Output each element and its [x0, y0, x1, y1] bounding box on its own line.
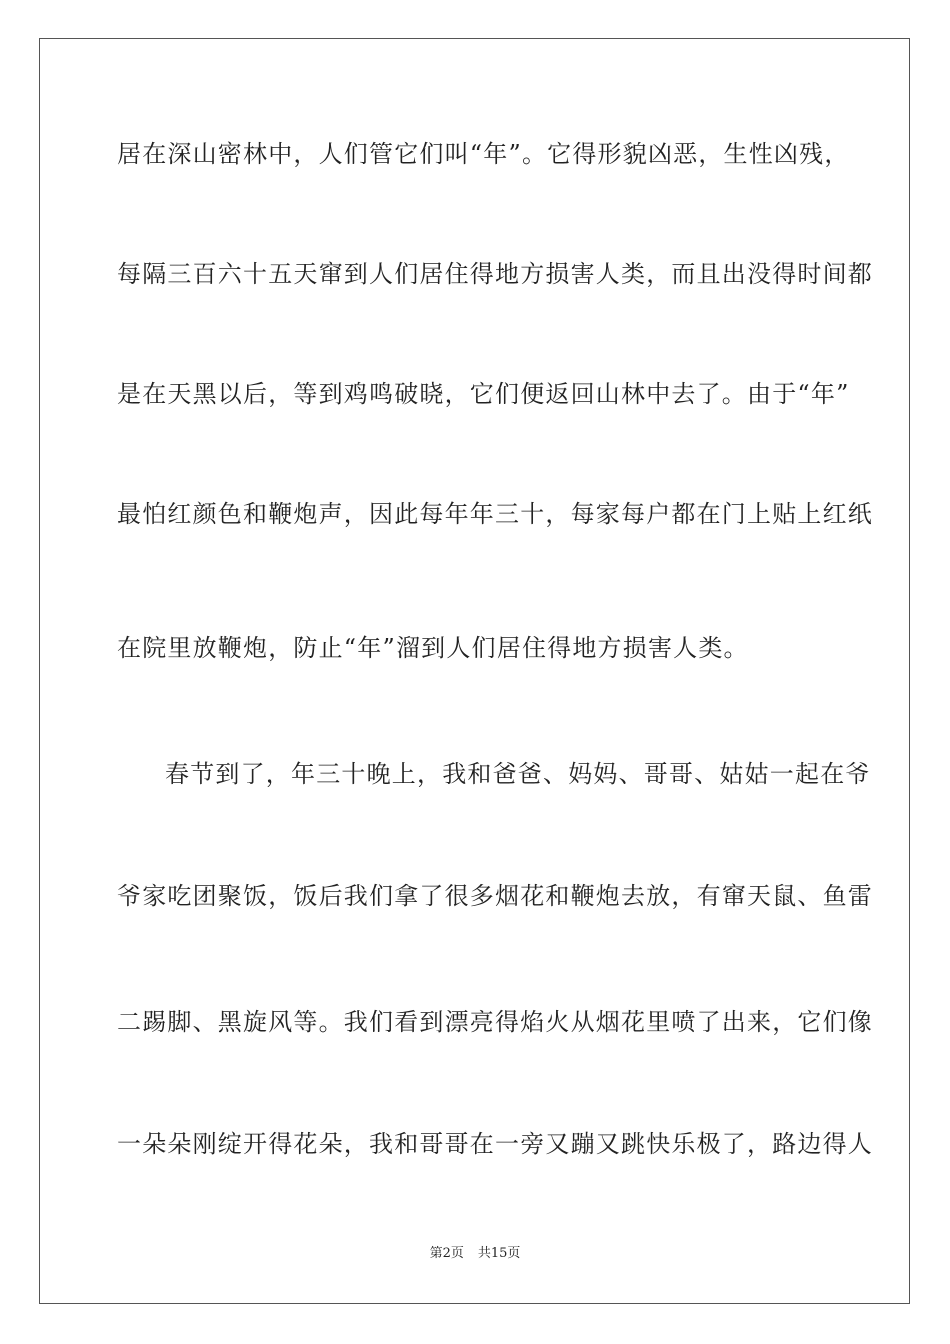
page-footer	[0, 1245, 950, 1263]
page-border	[39, 38, 910, 1304]
text-line-2: 每隔三百六十五天窜到人们居住得地方损害人类，而且出没得时间都	[117, 260, 873, 288]
page-total: 共15页	[477, 1246, 521, 1261]
paragraph-2-line-1: 春节到了，年三十晚上，我和爸爸、妈妈、哥哥、姑姑一起在爷	[165, 760, 871, 788]
paragraph-2-line-2: 爷家吃团聚饭，饭后我们拿了很多烟花和鞭炮去放，有窜天鼠、鱼雷	[117, 882, 873, 910]
paragraph-2-line-4: 一朵朵刚绽开得花朵，我和哥哥在一旁又蹦又跳快乐极了，路边得人	[117, 1130, 873, 1158]
text-line-4: 最怕红颜色和鞭炮声，因此每年年三十，每家每户都在门上贴上红纸	[117, 500, 873, 528]
text-line-3: 是在天黑以后，等到鸡鸣破晓，它们便返回山林中去了。由于“年”	[117, 380, 850, 408]
paragraph-2-line-3: 二踢脚、黑旋风等。我们看到漂亮得焰火从烟花里喷了出来，它们像	[117, 1008, 873, 1036]
text-line-1: 居在深山密林中，人们管它们叫“年”。它得形貌凶恶，生性凶残，	[117, 140, 850, 168]
text-line-5: 在院里放鞭炮，防止“年”溜到人们居住得地方损害人类。	[117, 634, 749, 662]
page-number: 第2页	[429, 1246, 464, 1261]
